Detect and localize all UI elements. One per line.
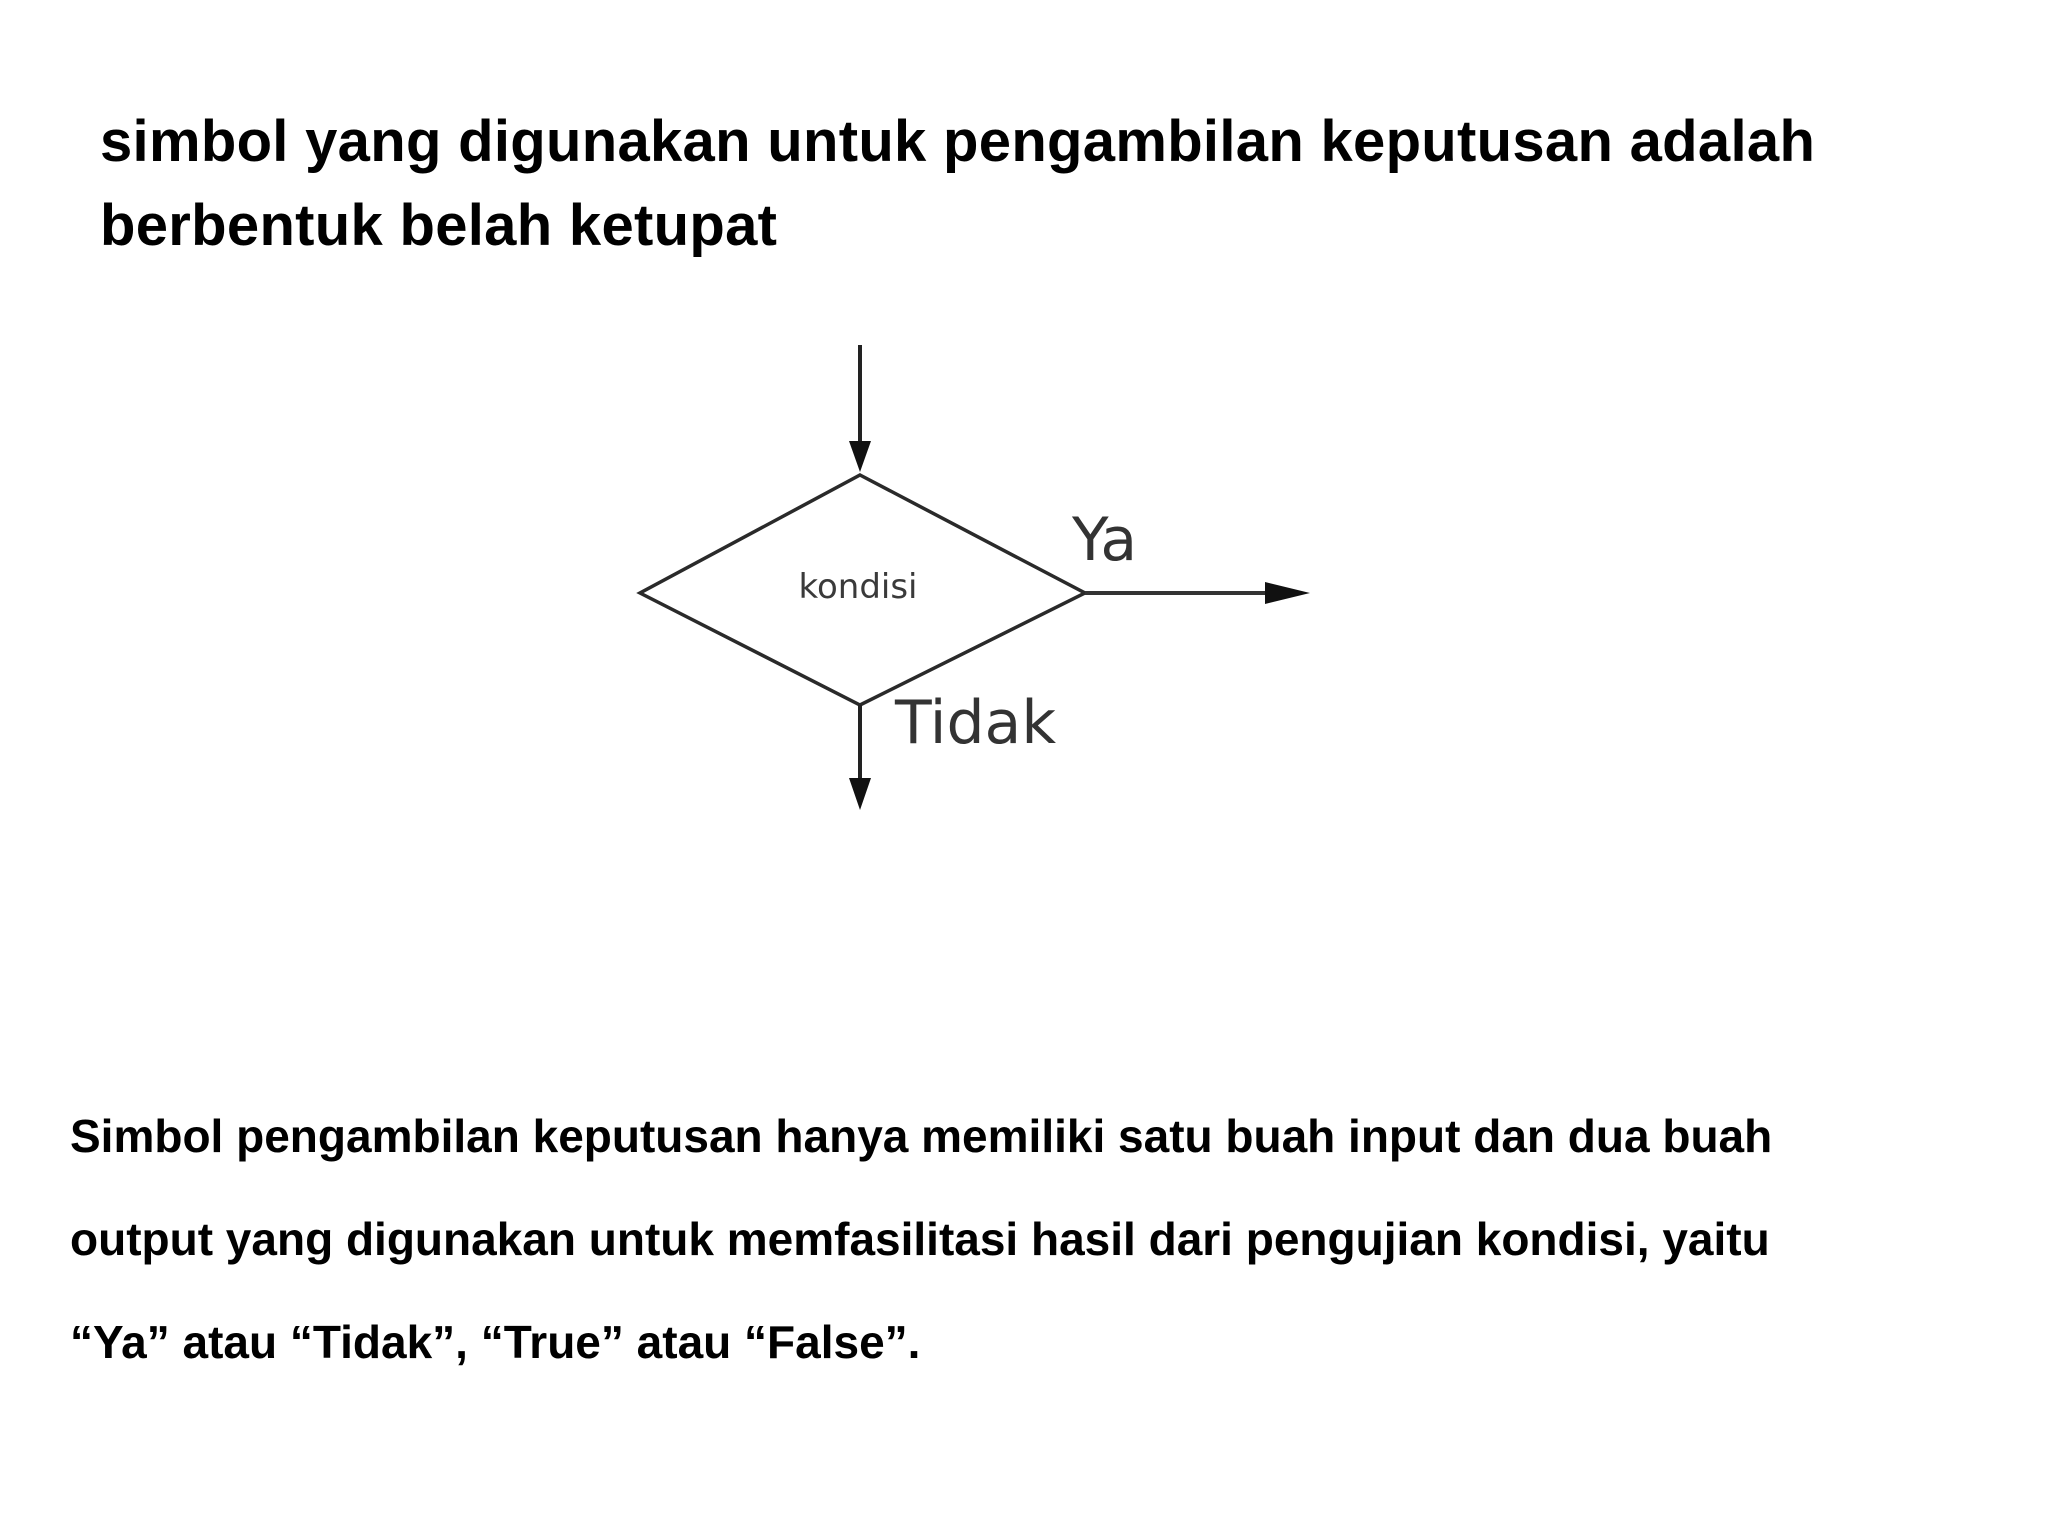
description-line-3: “Ya” atau “Tidak”, “True” atau “False”. (70, 1316, 921, 1368)
yes-arrow-head (1265, 582, 1310, 604)
description-paragraph (70, 1085, 1970, 1394)
decision-flowchart (620, 335, 1340, 835)
input-arrow-head (849, 441, 871, 472)
no-arrow-head (849, 778, 871, 810)
description-line-1: Simbol pengambilan keputusan hanya memiliki satu buah input dan dua buah (70, 1110, 1773, 1162)
slide-title-line-2: berbentuk belah ketupat (100, 193, 778, 258)
slide-title (100, 100, 1920, 268)
yes-label: Ya (1072, 505, 1138, 575)
slide-title-line-1: simbol yang digunakan untuk pengambilan keputusan adalah (100, 109, 1816, 174)
no-label: Tidak (895, 688, 1057, 758)
description-line-2: output yang digunakan untuk memfasilitasi hasil dari pengujian kondisi, yaitu (70, 1213, 1770, 1265)
decision-label: kondisi (798, 567, 918, 607)
